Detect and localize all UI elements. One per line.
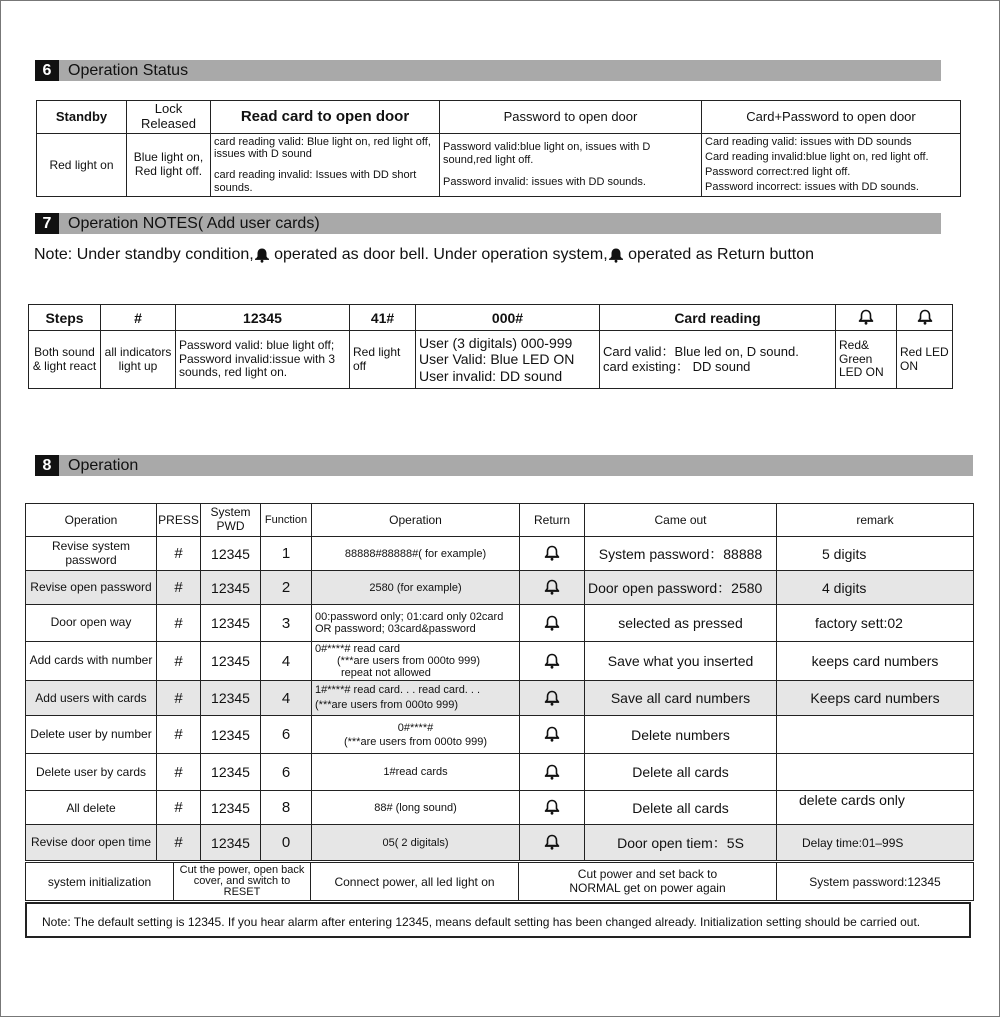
- row-detail: [312, 681, 520, 716]
- row-detail: 2580 (for example): [312, 571, 520, 605]
- section-number: 8: [35, 455, 59, 476]
- row-detail: 05( 2 digitals): [312, 825, 520, 861]
- card-reading-line: card existing： DD sound: [603, 358, 751, 374]
- row-function: 8: [261, 791, 312, 825]
- c000-line: User Valid: Blue LED ON: [419, 351, 575, 368]
- section-number: 7: [35, 213, 59, 234]
- row-return: [520, 571, 585, 605]
- bell-note-part: operated as door bell. Under operation system,: [269, 246, 608, 263]
- row-pwd: 12345: [201, 791, 261, 825]
- password-status: [440, 133, 702, 196]
- row-press: #: [157, 754, 201, 791]
- detail-line: 1#****# read card. . . read card. . .: [315, 684, 481, 696]
- row-pwd: 12345: [201, 681, 261, 716]
- read-card-invalid: card reading invalid: Issues with DD short sounds.: [214, 168, 417, 194]
- bell-icon: [544, 690, 560, 706]
- section-title: Operation Status: [68, 62, 189, 79]
- header-return: Return: [520, 504, 585, 537]
- table-row: [26, 716, 974, 754]
- row-came-out: System password：88888: [585, 537, 777, 571]
- init-connect: Connect power, all led light on: [311, 863, 519, 901]
- row-operation: Revise system password: [26, 537, 157, 571]
- row-operation: Revise door open time: [26, 825, 157, 861]
- row-came-out: Save what you inserted: [585, 642, 777, 681]
- header-operation-detail: Operation: [312, 504, 520, 537]
- initialization-table: [25, 862, 974, 901]
- row-remark: 4 digits: [777, 571, 974, 605]
- table-row: [26, 681, 974, 716]
- row-remark: [777, 754, 974, 791]
- row-press: #: [157, 791, 201, 825]
- row-function: 1: [261, 537, 312, 571]
- row-remark: delete cards only: [777, 791, 974, 825]
- row-pwd: 12345: [201, 825, 261, 861]
- operation-table: [25, 503, 974, 861]
- row-detail: [312, 642, 520, 681]
- bell-note-part: operated as Return button: [623, 246, 815, 263]
- header-steps: Steps: [29, 305, 101, 331]
- header-12345: 12345: [176, 305, 350, 331]
- row-detail: [312, 716, 520, 754]
- header-bell-1: [836, 305, 897, 331]
- header-remark: remark: [777, 504, 974, 537]
- init-step: Cut the power, open back cover, and switch to RESET: [174, 863, 311, 901]
- bell-note-part: Note: Under standby condition,: [34, 246, 254, 263]
- row-detail: 88# (long sound): [312, 791, 520, 825]
- steps-value: Both sound & light react: [29, 331, 101, 389]
- operation-status-table: [36, 100, 961, 197]
- row-function: 3: [261, 605, 312, 642]
- detail-line: repeat not allowed: [341, 667, 431, 679]
- table-row: [26, 537, 974, 571]
- row-came-out: Delete all cards: [585, 754, 777, 791]
- detail-line: (***are users from 000to 999): [315, 699, 459, 711]
- row-return: [520, 537, 585, 571]
- init-remark: System password:12345: [777, 863, 974, 901]
- row-came-out: Door open tiem：5S: [585, 825, 777, 861]
- row-return: [520, 605, 585, 642]
- header-password: Password to open door: [440, 101, 702, 134]
- row-remark: factory sett:02: [777, 605, 974, 642]
- row-return: [520, 825, 585, 861]
- row-return: [520, 681, 585, 716]
- header-000: 000#: [416, 305, 600, 331]
- header-system-pwd: System PWD: [201, 504, 261, 537]
- bell-icon: [544, 764, 560, 780]
- row-came-out: Delete all cards: [585, 791, 777, 825]
- table-row: [26, 605, 974, 642]
- section-title: Operation: [68, 457, 139, 474]
- pwd-value: Password valid: blue light off; Password invalid:issue with 3 sounds, red light on.: [176, 331, 350, 389]
- bell-icon: [858, 309, 874, 325]
- row-operation: Add cards with number: [26, 642, 157, 681]
- table-row: [26, 825, 974, 861]
- row-press: #: [157, 537, 201, 571]
- table-row: [26, 754, 974, 791]
- header-card-reading: Card reading: [600, 305, 836, 331]
- row-remark: Keeps card numbers: [777, 681, 974, 716]
- header-came-out: Came out: [585, 504, 777, 537]
- read-card-status: [211, 133, 440, 196]
- header-lock-released: Lock Released: [127, 101, 211, 134]
- default-setting-note: Note: The default setting is 12345. If you hear alarm after entering 12345, means default setting has been changed already. Initialization setting should be carried out.: [25, 902, 971, 938]
- bell-icon: [608, 247, 624, 263]
- card-password-line: Card reading valid: issues with DD sounds: [705, 135, 912, 148]
- row-came-out: selected as pressed: [585, 605, 777, 642]
- detail-line: (***are users from 000to 999): [337, 655, 481, 667]
- row-function: 4: [261, 681, 312, 716]
- table-row: [26, 791, 974, 825]
- table-row: [26, 571, 974, 605]
- bell-note: [34, 246, 814, 264]
- row-pwd: 12345: [201, 754, 261, 791]
- header-hash: #: [101, 305, 176, 331]
- row-came-out: Save all card numbers: [585, 681, 777, 716]
- bell-icon: [544, 834, 560, 850]
- row-press: #: [157, 605, 201, 642]
- bell-icon: [544, 545, 560, 561]
- row-press: #: [157, 681, 201, 716]
- table-row: [26, 642, 974, 681]
- row-operation: Delete user by number: [26, 716, 157, 754]
- row-operation: All delete: [26, 791, 157, 825]
- init-label: system initialization: [26, 863, 174, 901]
- section-6-header: [35, 60, 941, 81]
- bell-1-value: Red& Green LED ON: [836, 331, 897, 389]
- bell-icon: [544, 615, 560, 631]
- bell-icon: [254, 247, 270, 263]
- section-8-header: [35, 455, 973, 476]
- header-press: PRESS: [157, 504, 201, 537]
- bell-icon: [544, 799, 560, 815]
- detail-line: 0#****#: [397, 721, 434, 734]
- hash-value: all indicators light up: [101, 331, 176, 389]
- row-remark: keeps card numbers: [777, 642, 974, 681]
- row-operation: Add users with cards: [26, 681, 157, 716]
- row-press: #: [157, 825, 201, 861]
- init-cut: Cut power and set back to NORMAL get on power again: [519, 863, 777, 901]
- header-card-password: Card+Password to open door: [702, 101, 961, 134]
- password-invalid: Password invalid: issues with DD sounds.: [443, 176, 646, 189]
- row-came-out: Door open password：2580: [585, 571, 777, 605]
- row-detail: 00:password only; 01:card only 02card OR password; 03card&password: [312, 605, 520, 642]
- row-pwd: 12345: [201, 571, 261, 605]
- card-reading-value: [600, 331, 836, 389]
- standby-status: Red light on: [37, 133, 127, 196]
- c000-line: User (3 digitals) 000-999: [419, 335, 573, 352]
- c000-line: User invalid: DD sound: [419, 367, 563, 384]
- row-remark: Delay time:01–99S: [777, 825, 974, 861]
- section-title: Operation NOTES( Add user cards): [68, 215, 320, 232]
- row-remark: 5 digits: [777, 537, 974, 571]
- row-function: 4: [261, 642, 312, 681]
- row-return: [520, 716, 585, 754]
- header-standby: Standby: [37, 101, 127, 134]
- header-41: 41#: [350, 305, 416, 331]
- operation-notes-table: [28, 304, 953, 389]
- row-detail: 1#read cards: [312, 754, 520, 791]
- row-pwd: 12345: [201, 716, 261, 754]
- row-operation: Delete user by cards: [26, 754, 157, 791]
- detail-line: 0#****# read card: [315, 643, 401, 655]
- c41-value: Red light off: [350, 331, 416, 389]
- card-password-status: [702, 133, 961, 196]
- row-press: #: [157, 571, 201, 605]
- bell-icon: [917, 309, 933, 325]
- row-operation: Door open way: [26, 605, 157, 642]
- row-function: 0: [261, 825, 312, 861]
- row-came-out: Delete numbers: [585, 716, 777, 754]
- row-detail: 88888#88888#( for example): [312, 537, 520, 571]
- row-function: 6: [261, 716, 312, 754]
- read-card-valid: card reading valid: Blue light on, red light off, issues with D sound: [214, 135, 431, 161]
- row-pwd: 12345: [201, 537, 261, 571]
- header-operation: Operation: [26, 504, 157, 537]
- section-7-header: [35, 213, 941, 234]
- row-return: [520, 791, 585, 825]
- header-function: Function: [261, 504, 312, 537]
- row-press: #: [157, 716, 201, 754]
- bell-icon: [544, 579, 560, 595]
- bell-icon: [544, 726, 560, 742]
- row-function: 2: [261, 571, 312, 605]
- bell-2-value: Red LED ON: [897, 331, 953, 389]
- row-return: [520, 642, 585, 681]
- password-valid: Password valid:blue light on, issues with D sound,red light off.: [443, 140, 651, 166]
- row-remark: [777, 716, 974, 754]
- row-function: 6: [261, 754, 312, 791]
- bell-icon: [544, 653, 560, 669]
- header-read-card: Read card to open door: [211, 101, 440, 134]
- row-return: [520, 754, 585, 791]
- card-password-line: Password incorrect: issues with DD sounds.: [705, 180, 919, 193]
- header-bell-2: [897, 305, 953, 331]
- row-press: #: [157, 642, 201, 681]
- section-number: 6: [35, 60, 59, 81]
- c000-value: [416, 331, 600, 389]
- detail-line: (***are users from 000to 999): [343, 735, 488, 748]
- card-password-line: Card reading invalid:blue light on, red light off.: [705, 150, 929, 163]
- lock-released-status: Blue light on, Red light off.: [127, 133, 211, 196]
- card-password-line: Password correct:red light off.: [705, 165, 851, 178]
- row-pwd: 12345: [201, 605, 261, 642]
- row-operation: Revise open password: [26, 571, 157, 605]
- row-pwd: 12345: [201, 642, 261, 681]
- card-reading-line: Card valid：Blue led on, D sound.: [603, 343, 799, 359]
